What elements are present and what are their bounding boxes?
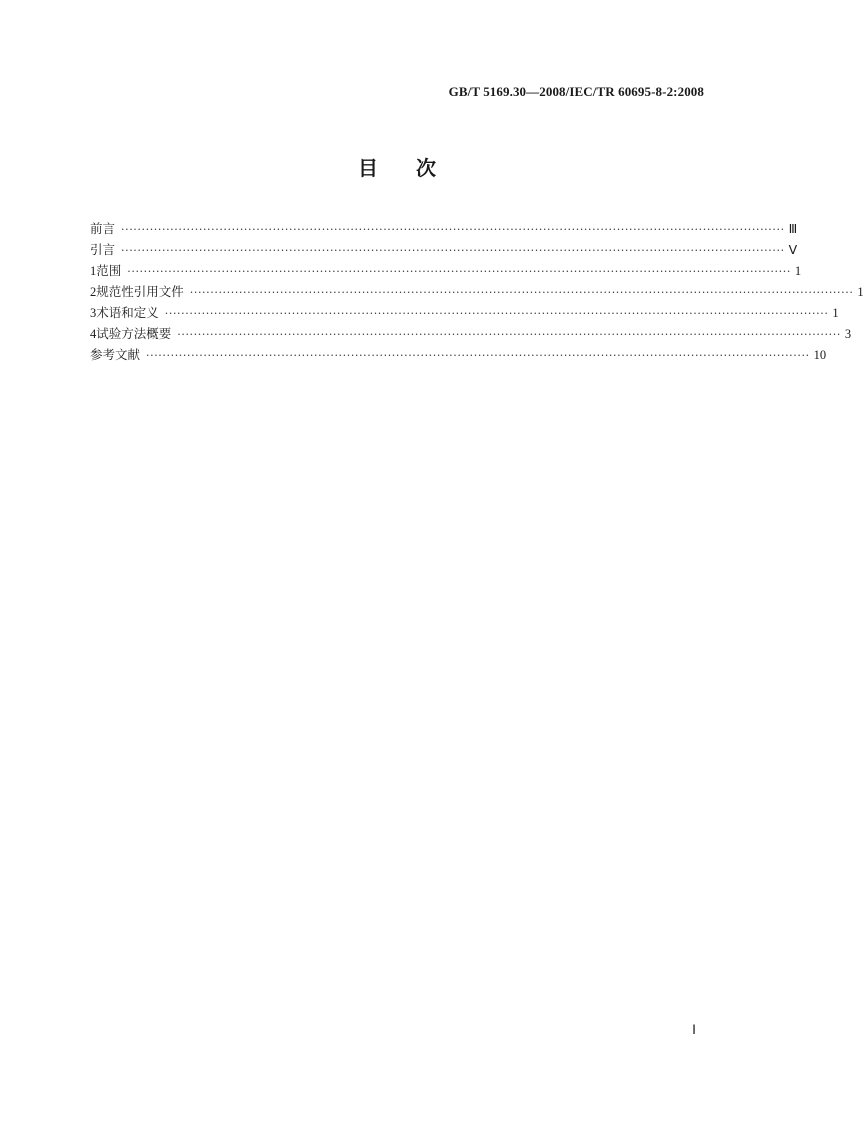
toc-entry-number: 4 — [90, 327, 97, 341]
toc-entry-scope[interactable] — [90, 260, 802, 281]
toc-entry-label: 参考文献 — [90, 347, 141, 362]
toc-entry-test-method-summary[interactable] — [90, 323, 852, 344]
toc-entry-introduction[interactable] — [90, 239, 798, 260]
toc-entry-foreword[interactable] — [90, 218, 798, 239]
page-number: Ⅰ — [692, 1022, 696, 1037]
toc-entry-label: 术语和定义 — [96, 305, 159, 320]
page-title: 目次 — [358, 156, 474, 180]
toc-entry-label: 前言 — [90, 221, 116, 236]
toc-entry-page: 1 — [857, 285, 864, 299]
toc-leader-dots: ·································································································································································· — [121, 244, 785, 257]
toc-entry-normative-references[interactable] — [90, 281, 864, 302]
toc-entry-terms-definitions[interactable] — [90, 302, 839, 323]
toc-entry-number: 3 — [90, 306, 97, 320]
toc-entry-page: 1 — [794, 264, 802, 278]
document-standard-code: GB/T 5169.30—2008/IEC/TR 60695-8-2:2008 — [448, 84, 704, 99]
toc-entry-label: 范围 — [96, 263, 122, 278]
toc-leader-dots: ·································································································································································· — [146, 349, 810, 362]
toc-entry-page: 3 — [844, 327, 852, 341]
toc-entry-bibliography[interactable] — [90, 344, 827, 365]
toc-entry-label: 规范性引用文件 — [96, 284, 184, 299]
toc-leader-dots: ·································································································································································· — [177, 328, 841, 341]
table-of-contents — [90, 218, 864, 365]
toc-leader-dots: ·································································································································································· — [121, 223, 785, 236]
toc-entry-page: 1 — [832, 306, 839, 320]
toc-leader-dots: ·································································································································································· — [164, 307, 829, 320]
toc-entry-page: Ⅴ — [788, 243, 798, 257]
toc-entry-page: 10 — [813, 348, 827, 362]
toc-entry-number: 1 — [90, 264, 97, 278]
toc-entry-page: Ⅲ — [788, 222, 798, 236]
toc-entry-label: 试验方法概要 — [96, 326, 172, 341]
toc-entry-label: 引言 — [90, 242, 116, 257]
toc-leader-dots: ·································································································································································· — [127, 265, 791, 278]
toc-entry-number: 2 — [90, 285, 97, 299]
toc-leader-dots: ·································································································································································· — [189, 286, 854, 299]
